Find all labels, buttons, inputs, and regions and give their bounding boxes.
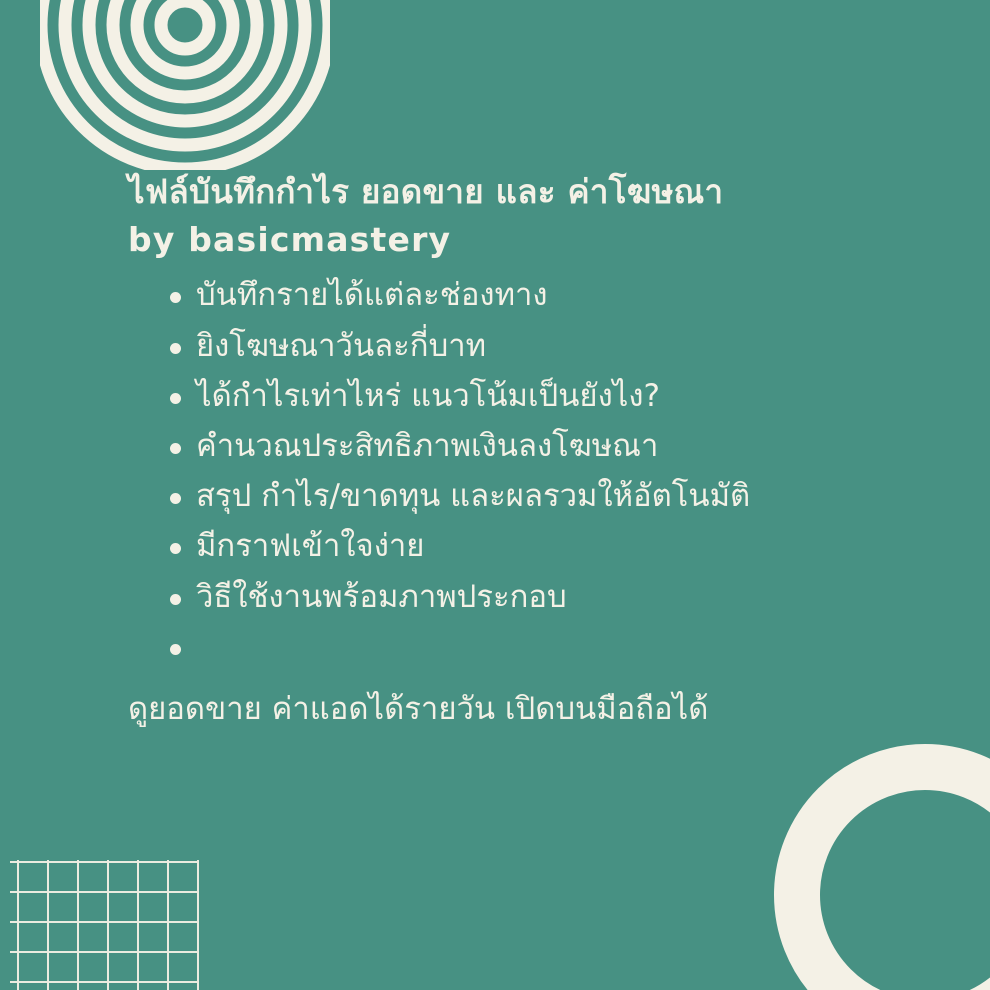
ring-icon <box>760 720 990 990</box>
headline-line-1: ไฟล์บันทึกกำไร ยอดขาย และ ค่าโฆษณา <box>128 172 724 211</box>
feature-list <box>128 270 868 670</box>
list-item-label: มีกราฟเข้าใจง่าย <box>196 528 425 565</box>
list-item-label: สรุป กำไร/ขาดทุน และผลรวมให้อัตโนมัติ <box>196 478 751 515</box>
list-item <box>128 270 868 320</box>
page-title <box>128 168 868 264</box>
list-item <box>128 471 868 521</box>
list-item-label: บันทึกรายได้แต่ละช่องทาง <box>196 277 548 314</box>
list-item <box>128 371 868 421</box>
poster-content <box>128 168 868 732</box>
grid-lines-icon <box>10 850 210 990</box>
headline-line-2: by basicmastery <box>128 220 452 260</box>
list-item <box>128 321 868 371</box>
list-item-label: คำนวณประสิทธิภาพเงินลงโฆษณา <box>196 428 659 464</box>
list-item <box>128 572 868 622</box>
footer-tagline: ดูยอดขาย ค่าแอดได้รายวัน เปิดบนมือถือได้ <box>128 690 709 727</box>
list-item <box>128 622 868 670</box>
list-item <box>128 521 868 571</box>
concentric-arcs-icon <box>40 0 330 170</box>
list-item-label: วิธีใช้งานพร้อมภาพประกอบ <box>196 578 567 615</box>
list-item-label: ได้กำไรเท่าไหร่ แนวโน้มเป็นยังไง? <box>196 377 660 414</box>
list-item-label: ยิงโฆษณาวันละกี่บาท <box>196 327 487 364</box>
list-item <box>128 421 868 471</box>
